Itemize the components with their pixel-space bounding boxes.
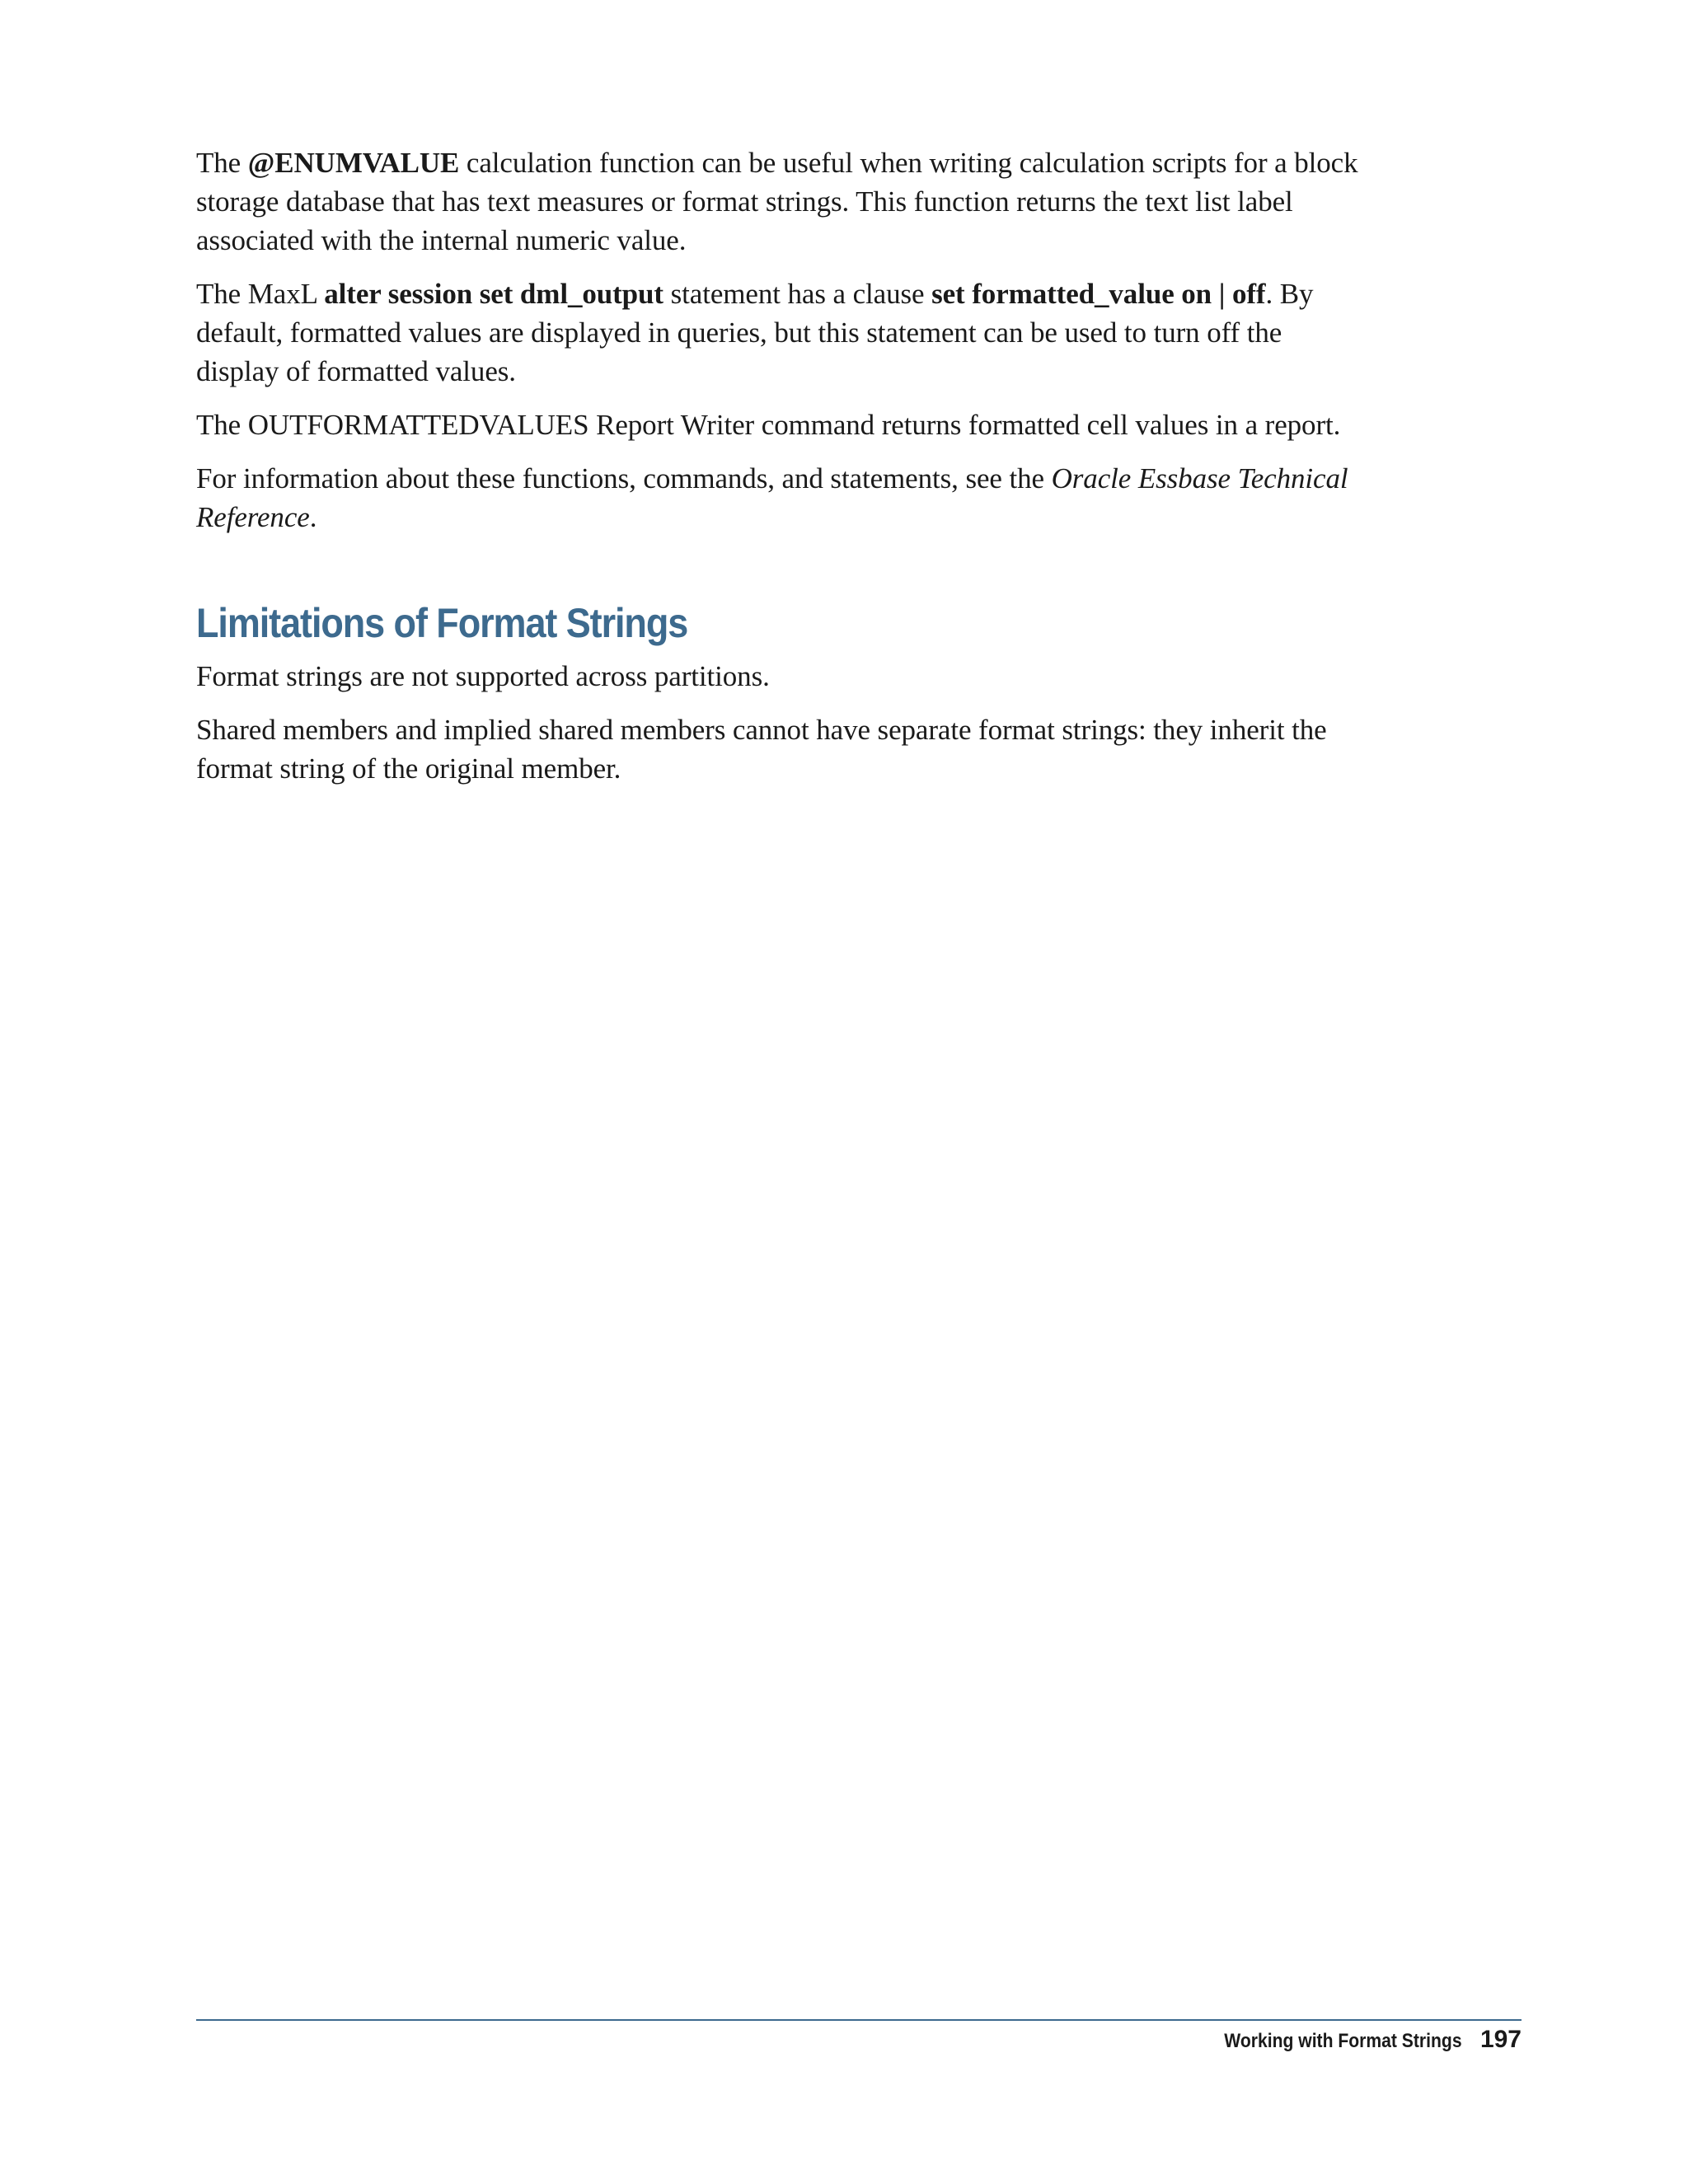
paragraph-partitions: Format strings are not supported across partitions. [196, 660, 770, 692]
text-run: For information about these functions, commands, and statements, see the [196, 462, 1052, 494]
text-run: . [309, 501, 317, 533]
text-run: The [196, 147, 248, 179]
page-content [196, 143, 1358, 803]
maxl-clause: set formatted_value on | off [931, 278, 1266, 310]
footer-chapter-title: Working with Format Strings [1224, 2030, 1462, 2052]
reference-title: Oracle Essbase Technical Reference [196, 462, 1348, 533]
text-run: . By default, formatted values are displayed in queries, but this statement can be used to turn off the display of formatted values. [196, 278, 1314, 387]
function-name-enumvalue: @ENUMVALUE [247, 147, 460, 179]
paragraph-maxl [196, 274, 1358, 391]
text-run: The MaxL [196, 278, 325, 310]
paragraph-shared-members: Shared members and implied shared members cannot have separate format strings: they inherit the format string of the original member. [196, 714, 1327, 785]
text-run: The OUTFORMATTEDVALUES Report Writer command returns formatted cell values in a report. [196, 409, 1341, 441]
paragraph-reference [196, 459, 1358, 537]
section-heading: Limitations of Format Strings [196, 600, 688, 646]
paragraph-enumvalue [196, 143, 1358, 260]
maxl-statement: alter session set dml_output [324, 278, 663, 310]
paragraph-outformattedvalues [196, 405, 1358, 444]
text-run: calculation function can be useful when writing calculation scripts for a block storage database that has text measures or format strings. This function returns the text list label associated with the internal numeric value. [196, 147, 1358, 256]
page-number: 197 [1479, 2026, 1522, 2053]
text-run: statement has a clause [663, 278, 932, 310]
footer-rule [196, 2019, 1522, 2021]
page-footer [1192, 2026, 1522, 2054]
